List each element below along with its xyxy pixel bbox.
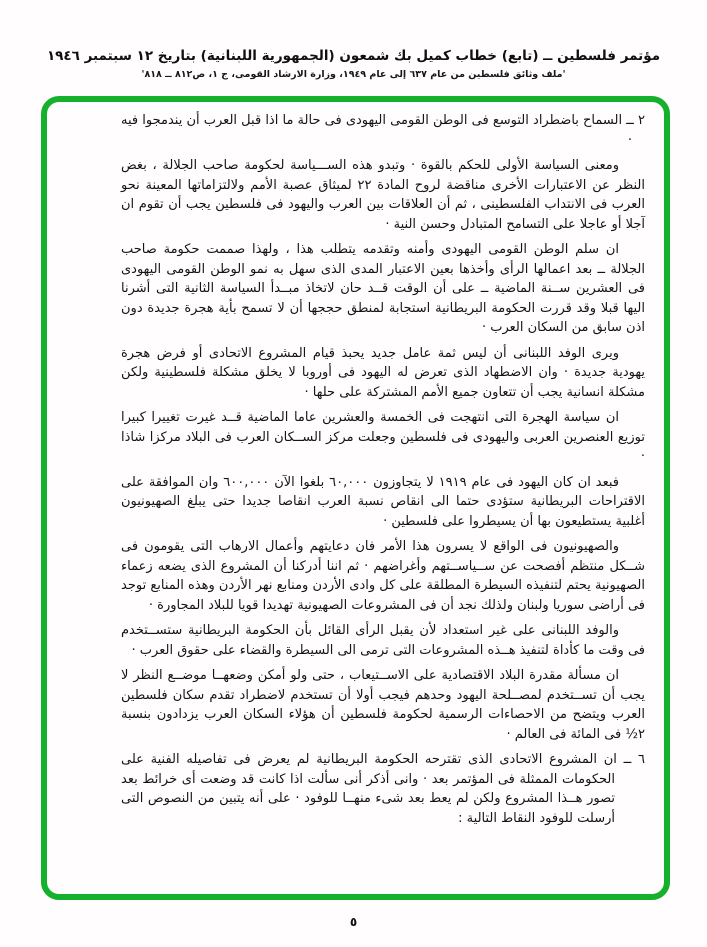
paragraph: ان سياسة الهجرة التى انتهجت فى الخمسة والعشرين عاما الماضية قــد غيرت تغييرا كبيرا توزيع العنصرين العربى واليهودى فى فلسطين وجعلت مركز الســكان العرب فى البلاد مركزا شاذا · <box>121 410 645 464</box>
header-source-citation: 'ملف وثائق فلسطين من عام ٦٣٧ إلى عام ١٩٤٩، وزارة الارشاد القومى، ج ١، ص٨١٢ ــ ٨١٨' <box>141 69 566 80</box>
paragraph: والوفد اللبنانى على غير استعداد لأن يقبل الرأى القائل بأن الحكومة البريطانية ستســتخدم فى وقت ما كأداة لتنفيذ هــذه المشروعات التى ترمى الى السيطرة والقضاء على حقوق العرب · <box>121 623 645 658</box>
page-number: ٥ <box>349 915 358 929</box>
page-header <box>0 48 707 80</box>
paragraph: والصهيونيون فى الواقع لا يسرون هذا الأمر فان دعايتهم وأعمال الارهاب التى يقومون فى شــكل منتظم أفصحت عن ســياســتهم وأغراضهم · ثم اننا أدركنا أن المشروع الذى يضعه زعماء الصهيونية يحتم لتنفيذه السيطرة المطلقة على كل وادى الأردن ومنابع نهر الأردن وهذه المنابع توجد فى أراضى سوريا ولبنان ولذلك نجد أن فى المشروعات الصهيونية تهديدا قويا للبلاد المجاورة · <box>121 539 645 613</box>
header-title: مؤتمر فلسطين ــ (تابع) خطاب كميل بك شمعون (الجمهورية اللبنانية) بتاريخ ١٢ سبتمبر ١٩٤٦ <box>46 48 661 64</box>
paragraph: ومعنى السياسة الأولى للحكم بالقوة · وتبدو هذه الســـياسة لحكومة صاحب الجلالة ، بغض النظر عن الاعتبارات الأخرى مناقضة لروح المادة ٢٢ لميثاق عصبة الأمم ولالتزاماتها المعينة نحو العرب فى الانتداب الفلسطينى ، ثم أن العلاقات بين العرب واليهود فى فلسطين يجب أن تقوم ان آجلا أو عاجلا على التسامح المتبادل وحسن النية · <box>121 158 646 232</box>
paragraph: ان مسألة مقدرة البلاد الاقتصادية على الاســتيعاب ، حتى ولو أمكن وضعهــا موضــع النظر لا يجب أن تســتخدم لمصــلحة اليهود وحدهم فيجب أولا أن تستخدم لاضطراد تقدم سكان فلسطين العرب ويتضح من الاحصاءات الرسمية لحكومة فلسطين أن هؤلاء السكان العرب يزدادون بنسبة ٢½ فى المائة فى العالم · <box>121 668 645 742</box>
paragraph-item-6: ٦ ــ ان المشروع الاتحادى الذى تقترحه الحكومة البريطانية لم يعرض فى تفاصيله الفنية على الحكومات الممثلة فى المؤتمر بعد · وانى أذكر أنى سألت اذا كانت قد وضعت أى خرائط بعد تصور هــذا المشروع ولكن لم يعط بعد شىء منهــا للوفود · على أنه يتبين من النصوص التى أرسلت للوفود النقاط التالية : <box>121 752 645 826</box>
paragraph: ان سلم الوطن القومى اليهودى وأمنه وتقدمه يتطلب هذا ، ولهذا صممت حكومة صاحب الجلالة ــ بعد اعمالها الرأى وأخذها بعين الاعتبار المدى الذى سهل به نمو الوطن القومى اليهودى فى العشرين ســنة الماضية ــ على أن الوقت قــد حان لاتخاذ مبــدأ السياسة الثانية التى أشرنا اليها قبلا وقد قررت الحكومة البريطانية استجابة لمنطق حججها أن لا تسمح بأية هجرة جديدة دون اذن سابق من السكان العرب · <box>121 242 645 335</box>
document-body <box>121 111 645 834</box>
paragraph-item-2: ٢ ــ السماح باضطراد التوسع فى الوطن القومى اليهودى فى حالة ما اذا قبل العرب أن يندمجوا فيه · <box>121 113 645 148</box>
paragraph: ويرى الوفد اللبنانى أن ليس ثمة عامل جديد يحبذ قيام المشروع الاتحادى أو فرض هجرة يهودية جديدة · وان الاضطهاد الذى تعرض له اليهود فى أوروبا لا يخلق مشكلة فلسطينية ولكن مشكلة انسانية يجب أن تتعاون جميع الأمم المشتركة على حلها · <box>121 345 645 400</box>
paragraph: فبعد ان كان اليهود فى عام ١٩١٩ لا يتجاوزون ٦٠,٠٠٠ بلغوا الآن ٦٠٠,٠٠٠ وان الموافقة على الاقتراحات البريطانية ستؤدى حتما الى انقاص نسبة العرب انقاصا جديدا حتى يبلغ الصهيونيون أغلبية يستطيعون بها أن يسيطروا على فلسطين · <box>121 474 645 529</box>
